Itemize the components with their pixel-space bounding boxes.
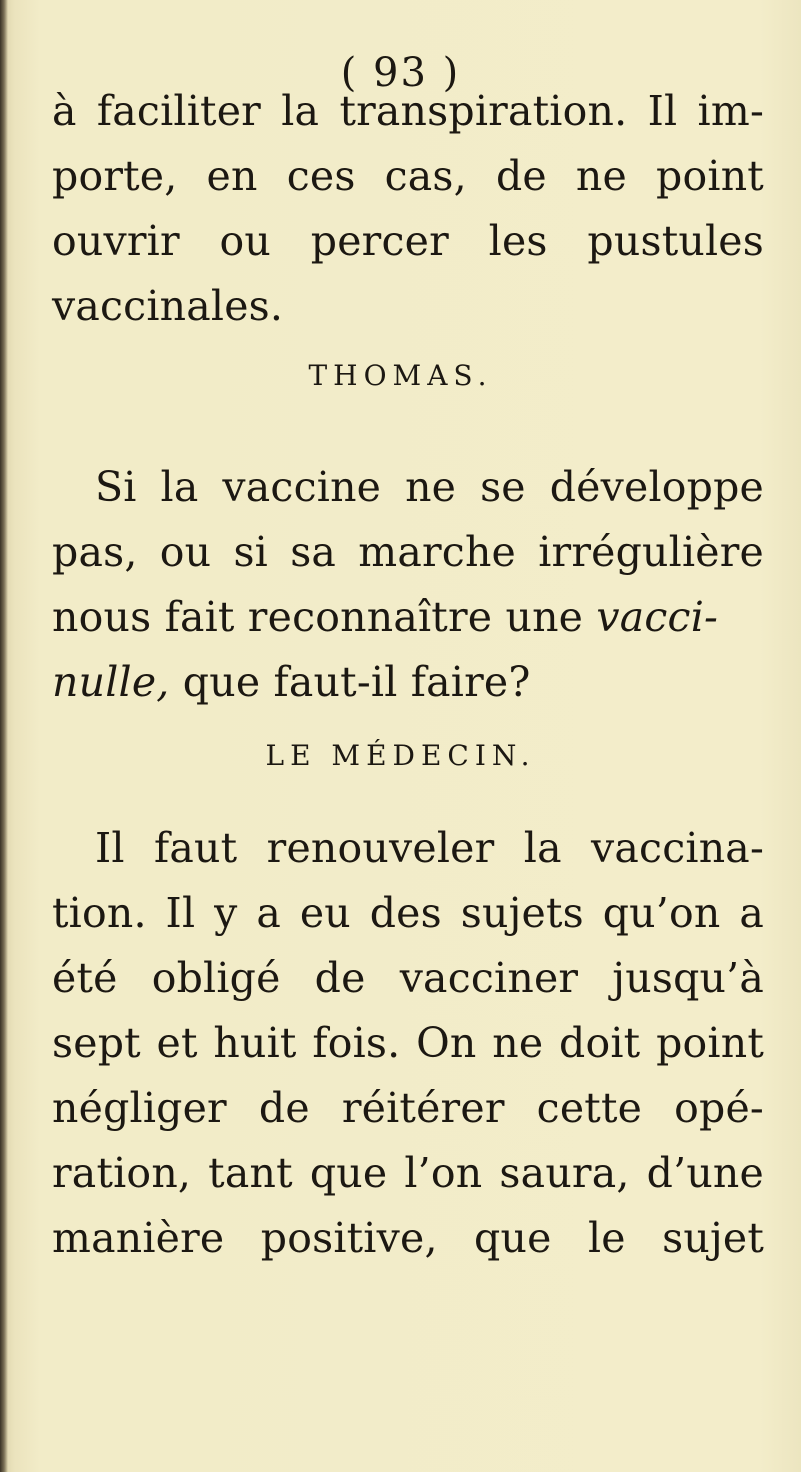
paragraph-1-line-4: vaccinales. <box>52 282 284 330</box>
paragraph-3-line-2: tion. Il y a eu des sujets qu’on a <box>52 889 764 937</box>
paragraph-2-line-3-text: nous fait reconnaître une <box>52 593 597 641</box>
paragraph-2-line-4-text: que faut-il faire? <box>169 658 531 706</box>
paragraph-3-line-3: été obligé de vacciner jusqu’à <box>52 954 764 1002</box>
speaker-le-medecin: LE MÉDECIN. <box>265 739 536 772</box>
paragraph-3-line-1: Il faut renouveler la vaccina- <box>95 824 764 872</box>
paragraph-1-line-1: à faciliter la transpiration. Il im- <box>52 87 764 135</box>
paragraph-2-line-1: Si la vaccine ne se développe <box>95 463 764 511</box>
paragraph-2-line-4 <box>52 651 764 713</box>
paragraph-3-line-5: négliger de réitérer cette opé- <box>52 1084 764 1132</box>
paragraph-1-line-2: porte, en ces cas, de ne point <box>52 152 764 200</box>
paragraph-3-line-7: manière positive, que le sujet <box>52 1214 764 1262</box>
paragraph-2-line-2: pas, ou si sa marche irrégulière <box>52 528 764 576</box>
paragraph-2-line-4-italic: nulle, <box>52 658 170 706</box>
paragraph-1-line-3: ouvrir ou percer les pustules <box>52 217 764 265</box>
page-number: ( 93 ) <box>340 50 461 96</box>
paragraph-3-line-6: ration, tant que l’on saura, d’une <box>52 1149 764 1197</box>
paragraph-3-line-4: sept et huit fois. On ne doit point <box>52 1019 764 1067</box>
paragraph-2-line-3-italic: vacci- <box>596 593 719 641</box>
speaker-thomas: THOMAS. <box>308 359 493 392</box>
paragraph-2-line-3 <box>52 586 764 648</box>
